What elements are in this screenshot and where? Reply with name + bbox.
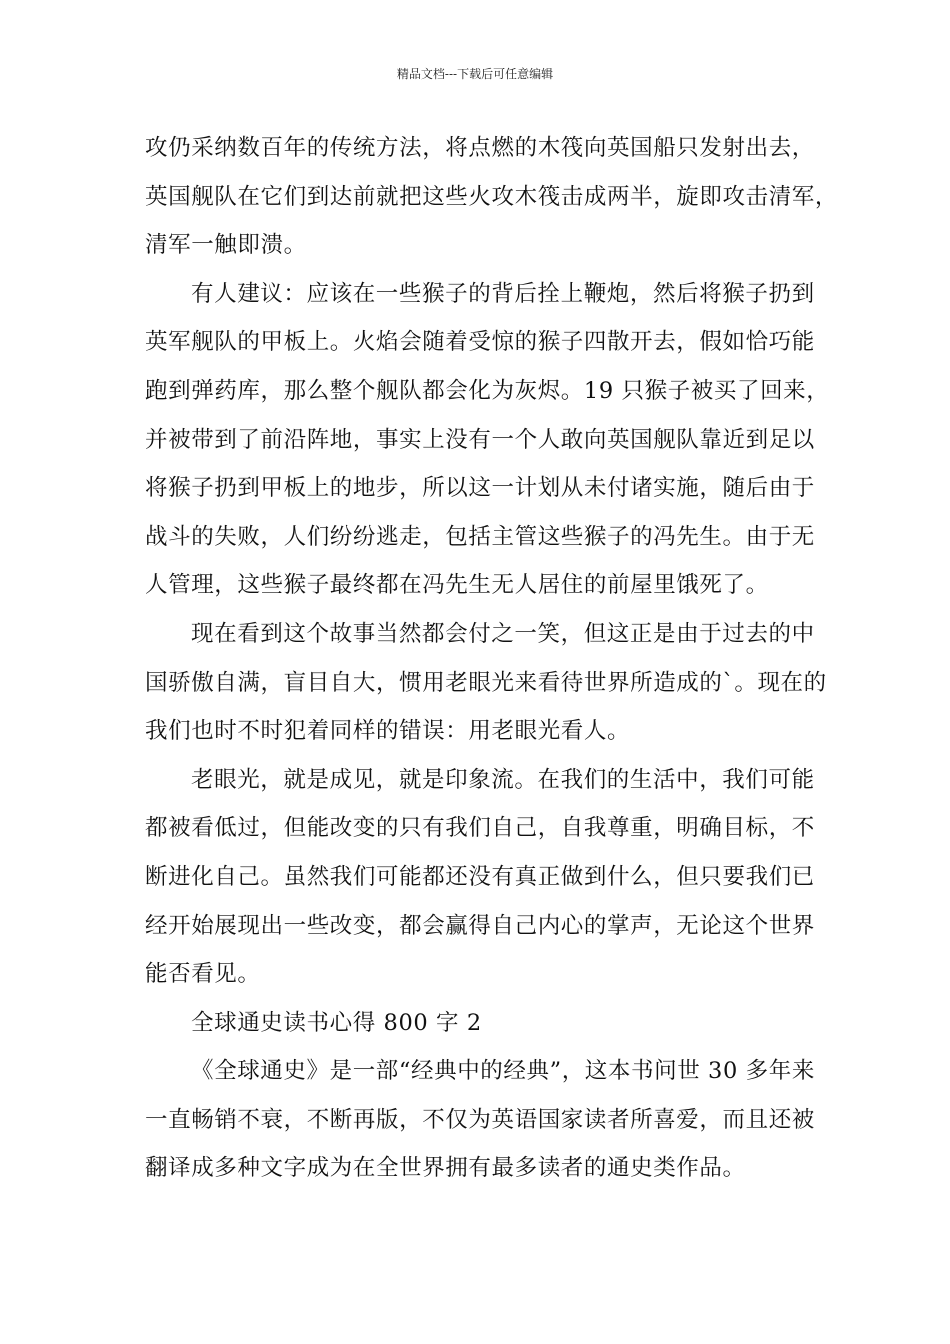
- text-line: 都被看低过，但能改变的只有我们自己，自我尊重，明确目标，不: [145, 815, 815, 842]
- text-line: 全球通史读书心得 800 字 2: [191, 1009, 482, 1036]
- text-line: 有人建议：应该在一些猴子的背后拴上鞭炮，然后将猴子扔到: [191, 280, 815, 307]
- text-line: 断进化自己。虽然我们可能都还没有真正做到什么，但只要我们已: [145, 863, 815, 890]
- text-line: 战斗的失败，人们纷纷逃走，包括主管这些猴子的冯先生。由于无: [145, 523, 815, 550]
- text-line: 老眼光，就是成见，就是印象流。在我们的生活中，我们可能: [191, 766, 815, 793]
- text-line: 国骄傲自满，盲目自大，惯用老眼光来看待世界所造成的`。现在的: [145, 669, 827, 696]
- text-line: 英国舰队在它们到达前就把这些火攻木筏击成两半，旋即攻击清军，: [145, 183, 839, 210]
- page-header: 精品文档---下载后可任意编辑: [396, 67, 554, 81]
- text-line: 翻译成多种文字成为在全世界拥有最多读者的通史类作品。: [145, 1155, 746, 1182]
- text-line: 将猴子扔到甲板上的地步，所以这一计划从未付诸实施，随后由于: [145, 475, 815, 502]
- document-body: [145, 130, 839, 1199]
- text-line: 并被带到了前沿阵地，事实上没有一个人敢向英国舰队靠近到足以: [145, 426, 815, 453]
- text-line: 清军一触即溃。: [145, 232, 307, 259]
- text-line: 跑到弹药库，那么整个舰队都会化为灰烬。19 只猴子被买了回来，: [145, 377, 830, 404]
- text-line: 我们也时不时犯着同样的错误：用老眼光看人。: [145, 718, 631, 745]
- text-line: 人管理，这些猴子最终都在冯先生无人居住的前屋里饿死了。: [145, 572, 769, 599]
- text-line: 现在看到这个故事当然都会付之一笑，但这正是由于过去的中: [191, 620, 815, 647]
- text-line: 一直畅销不衰，不断再版，不仅为英语国家读者所喜爱，而且还被: [145, 1106, 815, 1133]
- text-line: 英军舰队的甲板上。火焰会随着受惊的猴子四散开去，假如恰巧能: [145, 329, 815, 356]
- text-line: 《全球通史》是一部“经典中的经典”，这本书问世 30 多年来: [191, 1058, 815, 1085]
- text-line: 攻仍采纳数百年的传统方法，将点燃的木筏向英国船只发射出去，: [145, 135, 815, 161]
- text-line: 经开始展现出一些改变，都会赢得自己内心的掌声，无论这个世界: [145, 912, 815, 939]
- text-line: 能否看见。: [145, 961, 261, 988]
